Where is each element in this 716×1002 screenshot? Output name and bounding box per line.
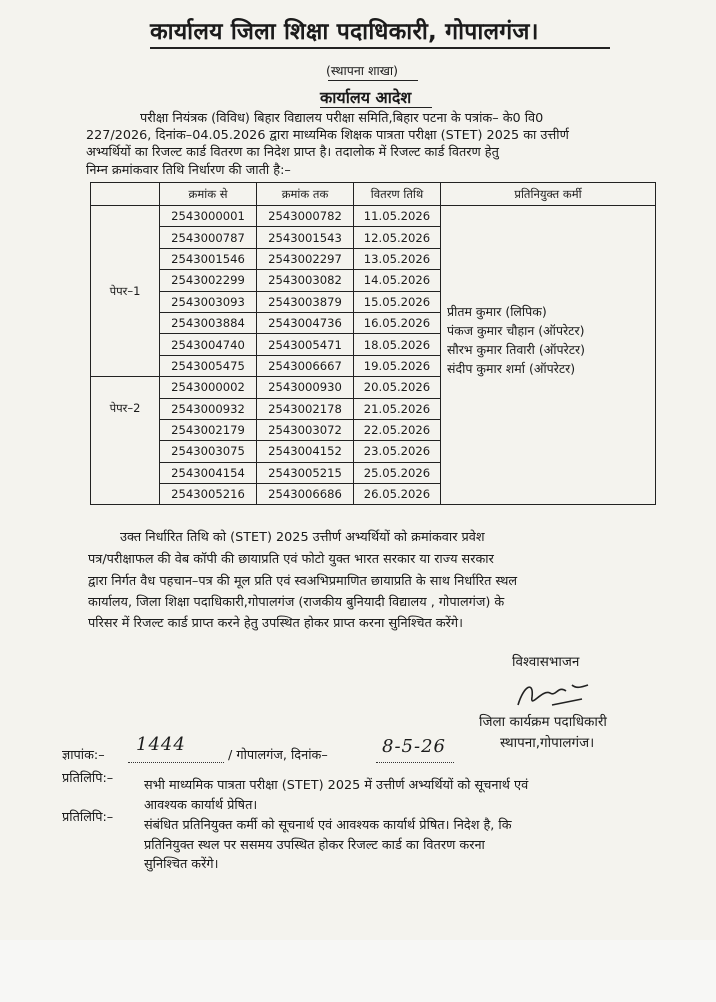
- row-to: 2543005471: [257, 334, 354, 355]
- copy-2-line-2: प्रतिनियुक्त स्थल पर ससमय उपस्थित होकर रिजल्ट कार्ड का वितरण करना: [144, 838, 485, 853]
- row-to: 2543003879: [257, 291, 354, 312]
- row-to: 2543001543: [257, 227, 354, 248]
- intro-line-3: अभ्यर्थियों का रिजल्ट कार्ड वितरण का निदेश प्राप्त है। तदालोक में रिजल्ट कार्ड वितरण हेतु: [86, 145, 499, 160]
- row-from: 2543003884: [160, 312, 257, 333]
- row-date: 16.05.2026: [354, 312, 441, 333]
- table-header-row: [91, 183, 656, 206]
- row-from: 2543001546: [160, 248, 257, 269]
- row-from: 2543000001: [160, 206, 257, 227]
- row-from: 2543003075: [160, 441, 257, 462]
- row-date: 18.05.2026: [354, 334, 441, 355]
- body-line-3: द्वारा निर्गत वैध पहचान–पत्र की मूल प्रति एवं स्वअभिप्रमाणित छायाप्रति के साथ निर्धारित स्थल: [88, 574, 518, 589]
- copy-2-label: प्रतिलिपि:–: [62, 810, 114, 825]
- signatory-designation: जिला कार्यक्रम पदाधिकारी: [479, 714, 607, 730]
- paper-1-label: पेपर–1: [91, 206, 160, 377]
- title-underline: [150, 47, 610, 49]
- section-underline: [328, 80, 418, 81]
- memo-date-dots: [376, 762, 454, 763]
- row-from: 2543004154: [160, 462, 257, 483]
- row-from: 2543005216: [160, 484, 257, 505]
- row-to: 2543004152: [257, 441, 354, 462]
- row-to: 2543005215: [257, 462, 354, 483]
- header-staff: प्रतिनियुक्त कर्मी: [441, 183, 656, 206]
- row-to: 2543006686: [257, 484, 354, 505]
- page-bottom-margin: [0, 940, 716, 1002]
- body-line-4: कार्यालय, जिला शिक्षा पदाधिकारी,गोपालगंज (राजकीय बुनियादी विद्यालय , गोपालगंज) के: [88, 595, 505, 610]
- row-date: 15.05.2026: [354, 291, 441, 312]
- memo-number-dots: [128, 762, 224, 763]
- section-label: (स्थापना शाखा): [326, 63, 399, 78]
- row-to: 2543006667: [257, 355, 354, 376]
- row-date: 22.05.2026: [354, 419, 441, 440]
- row-from: 2543000787: [160, 227, 257, 248]
- closing-text: विश्वासभाजन: [512, 654, 580, 670]
- row-to: 2543000930: [257, 377, 354, 398]
- header-date: वितरण तिथि: [354, 183, 441, 206]
- header-from: क्रमांक से: [160, 183, 257, 206]
- row-from: 2543004740: [160, 334, 257, 355]
- row-from: 2543000002: [160, 377, 257, 398]
- body-line-1: उक्त निर्धारित तिथि को (STET) 2025 उत्तीर्ण अभ्यर्थियों को क्रमांकवार प्रवेश: [120, 530, 485, 545]
- row-date: 20.05.2026: [354, 377, 441, 398]
- row-from: 2543003093: [160, 291, 257, 312]
- distribution-schedule-table: [90, 182, 656, 505]
- table-row: [91, 206, 656, 227]
- intro-line-2: 227/2026, दिनांक–04.05.2026 द्वारा माध्यमिक शिक्षक पात्रता परीक्षा (STET) 2025 का उत्तीर्ण: [86, 128, 569, 143]
- row-to: 2543000782: [257, 206, 354, 227]
- row-date: 21.05.2026: [354, 398, 441, 419]
- row-date: 25.05.2026: [354, 462, 441, 483]
- row-to: 2543003072: [257, 419, 354, 440]
- row-date: 14.05.2026: [354, 270, 441, 291]
- memo-place: / गोपालगंज, दिनांक–: [228, 748, 328, 763]
- row-from: 2543002179: [160, 419, 257, 440]
- memo-label: ज्ञापांक:–: [62, 748, 105, 763]
- row-from: 2543002299: [160, 270, 257, 291]
- row-to: 2543002178: [257, 398, 354, 419]
- signatory-office: स्थापना,गोपालगंज।: [500, 735, 595, 751]
- row-date: 19.05.2026: [354, 355, 441, 376]
- row-date: 23.05.2026: [354, 441, 441, 462]
- row-from: 2543000932: [160, 398, 257, 419]
- order-heading: कार्यालय आदेश: [320, 88, 412, 107]
- staff-3: सौरभ कुमार तिवारी (ऑपरेटर): [447, 342, 585, 358]
- staff-4: संदीप कुमार शर्मा (ऑपरेटर): [447, 361, 576, 377]
- paper-2-label: [91, 377, 160, 505]
- copy-1-line-1: सभी माध्यमिक पात्रता परीक्षा (STET) 2025 में उत्तीर्ण अभ्यर्थियों को सूचनार्थ एवं: [144, 778, 529, 793]
- row-to: 2543004736: [257, 312, 354, 333]
- body-line-2: पत्र/परीक्षाफल की वेब कॉपी की छायाप्रति एवं फोटो युक्त भारत सरकार या राज्य सरकार: [88, 552, 494, 567]
- header-paper: [91, 183, 160, 206]
- paper-2-text: पेपर–2: [109, 400, 141, 415]
- row-date: 11.05.2026: [354, 206, 441, 227]
- copy-2-line-1: संबंधित प्रतिनियुक्त कर्मी को सूचनार्थ एवं आवश्यक कार्यार्थ प्रेषित। निदेश है, कि: [144, 818, 512, 833]
- copy-1-label: प्रतिलिपि:–: [62, 771, 114, 786]
- memo-date: 8-5-26: [382, 736, 446, 757]
- header-to: क्रमांक तक: [257, 183, 354, 206]
- row-to: 2543003082: [257, 270, 354, 291]
- row-date: 13.05.2026: [354, 248, 441, 269]
- intro-line-1: परीक्षा नियंत्रक (विविध) बिहार विद्यालय परीक्षा समिति,बिहार पटना के पत्रांक– के0 वि0: [140, 111, 544, 126]
- order-underline: [320, 107, 432, 108]
- row-to: 2543002297: [257, 248, 354, 269]
- staff-2: पंकज कुमार चौहान (ऑपरेटर): [447, 323, 585, 339]
- copy-1-line-2: आवश्यक कार्यार्थ प्रेषित।: [144, 798, 258, 813]
- deputed-staff-cell: [441, 206, 656, 505]
- memo-number: 1444: [136, 734, 186, 755]
- staff-1: प्रीतम कुमार (लिपिक): [447, 304, 547, 320]
- office-title: कार्यालय जिला शिक्षा पदाधिकारी, गोपालगंज।: [150, 19, 539, 45]
- body-line-5: परिसर में रिजल्ट कार्ड प्राप्त करने हेतु उपस्थित होकर प्राप्त करना सुनिश्चित करेंगे।: [88, 616, 463, 631]
- row-date: 12.05.2026: [354, 227, 441, 248]
- copy-2-line-3: सुनिश्चित करेंगे।: [144, 857, 219, 872]
- row-from: 2543005475: [160, 355, 257, 376]
- intro-line-4: निम्न क्रमांकवार तिथि निर्धारण की जाती है:–: [86, 163, 291, 178]
- row-date: 26.05.2026: [354, 484, 441, 505]
- signature-mark: [512, 675, 602, 715]
